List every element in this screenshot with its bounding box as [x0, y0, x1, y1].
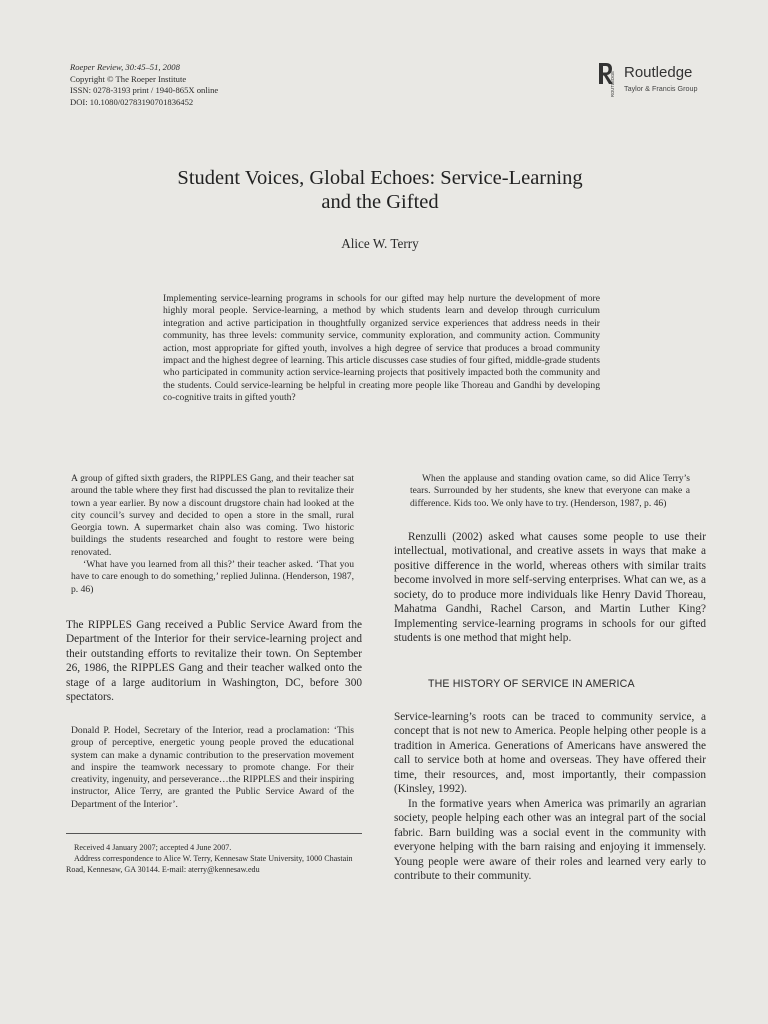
- ovation-quote: [410, 473, 690, 510]
- body-text: [394, 530, 706, 646]
- publisher-name: Routledge: [624, 64, 693, 81]
- article-title-line-1: Student Voices, Global Echoes: Service-Learning: [177, 167, 583, 189]
- copyright-line: Copyright © The Roeper Institute: [70, 73, 187, 84]
- abstract: [163, 293, 600, 405]
- footnote-divider: [66, 833, 362, 834]
- journal-citation: Roeper Review, 30:45–51, 2008: [70, 62, 180, 72]
- logo-mark-text: ROUTLEDGE: [610, 70, 615, 97]
- body-paragraph: The RIPPLES Gang received a Public Service Award from the Department of the Interior for their service-learning project and their outstanding efforts to revitalize their town. On September 26, 1986, the RIPPLES Gang and their teacher walked onto the stage of a large auditorium in Washington, DC, before 300 spectators.: [66, 618, 362, 704]
- citation-block: [70, 62, 218, 108]
- section-heading: THE HISTORY OF SERVICE IN AMERICA: [428, 677, 635, 690]
- opening-quote-paragraph-2: ‘What have you learned from all this?’ their teacher asked. ‘That you have to care enough to do something,’ replied Julinna. (Henderson, 1987, p. 46): [71, 559, 354, 595]
- footnote: [66, 842, 362, 875]
- body-paragraph: In the formative years when America was primarily an agrarian society, people helping each other was an integral part of the social fabric. Barn building was a social event in the community with everyone helping with the barn raising and enjoying it immensely. Young people were aware of their roles and learned very early to contribute to their community.: [394, 797, 706, 883]
- proclamation-quote: [71, 725, 354, 811]
- article-title-line-2: and the Gifted: [321, 191, 439, 213]
- issn-line: ISSN: 0278-3193 print / 1940-865X online: [70, 85, 219, 96]
- publisher-group: Taylor & Francis Group: [624, 84, 698, 93]
- opening-quote-paragraph-1: A group of gifted sixth graders, the RIPPLES Gang, and their teacher sat around the table where they first had discussed the plan to revitalize their town a year earlier. By now a discount drugstore chain had looked at the city council’s survey and decided to open a store in the small, rural Georgia town. A supermarket chain also was coming. Two historic buildings the students researched and fought to restore were being renovated.: [71, 473, 354, 558]
- author-name: Alice W. Terry: [341, 236, 419, 251]
- routledge-logo: [597, 60, 717, 100]
- right-column: [394, 473, 706, 884]
- footnote-received: Received 4 January 2007; accepted 4 June 2007.: [74, 843, 232, 853]
- ovation-quote-paragraph: When the applause and standing ovation came, so did Alice Terry’s tears. Surrounded by her students, she knew that everyone can make a difference. Kids too. We only have to try. (Henderson, 1987, p. 46): [410, 473, 690, 509]
- footnote-address: Address correspondence to Alice W. Terry, Kennesaw State University, 1000 Chastain Road, Kennesaw, GA 30144. E-mail: aterry@kennesaw.edu: [66, 854, 353, 875]
- body-paragraph: Service-learning’s roots can be traced to community service, a concept that is not new to America. People helping other people is a tradition in America. Generations of Americans have answered the call to service both at home and overseas. They have offered their time, their resources, and, most importantly, their compassion (Kinsley, 1992).: [394, 710, 706, 796]
- opening-quote: [71, 473, 354, 596]
- routledge-logo-icon: [597, 60, 619, 98]
- proclamation-quote-paragraph: Donald P. Hodel, Secretary of the Interior, read a proclamation: ‘This group of perceptive, energetic young people proved the educational system can make a dynamic contribution to the preservation movement and inspire the teamwork necessary to promote change. For their creativity, ingenuity, and perseverance…the RIPPLES and their inspiring instructor, Alice Terry, are granted the Public Service Award of the Department of the Interior’.: [71, 724, 354, 810]
- body-paragraph: Renzulli (2002) asked what causes some people to use their intellectual, motivational, and creative assets in ways that make a positive difference in the world, whereas others with similar traits become involved in more self-serving enterprises. What can we, as a society, do to produce more individuals like Henry David Thoreau, Mahatma Gandhi, Rachel Carson, and Martin Luther King? Implementing service-learning programs in schools for our gifted students is one method that might help.: [394, 530, 706, 645]
- body-text: [66, 618, 362, 705]
- left-column: [66, 473, 362, 875]
- doi-line: DOI: 10.1080/02783190701836452: [70, 96, 194, 107]
- body-text: [394, 710, 706, 884]
- abstract-text: Implementing service-learning programs in schools for our gifted may help nurture the development of more highly moral people. Service-learning, a method by which students learn and develop through curriculum integration and active participation in thoughtfully organized service experiences that address needs in their community, has three levels: community service, community exploration, and community action. Community action, most appropriate for gifted youth, involves a high degree of service that produces a broad community impact and the highest degree of learning. This article discusses case studies of four gifted, middle-grade students who participated in community action service-learning projects that positively impacted both the community and the students. Could service-learning be helpful in creating more people like Thoreau and Gandhi by developing co-cognitive traits in gifted youth?: [163, 293, 600, 404]
